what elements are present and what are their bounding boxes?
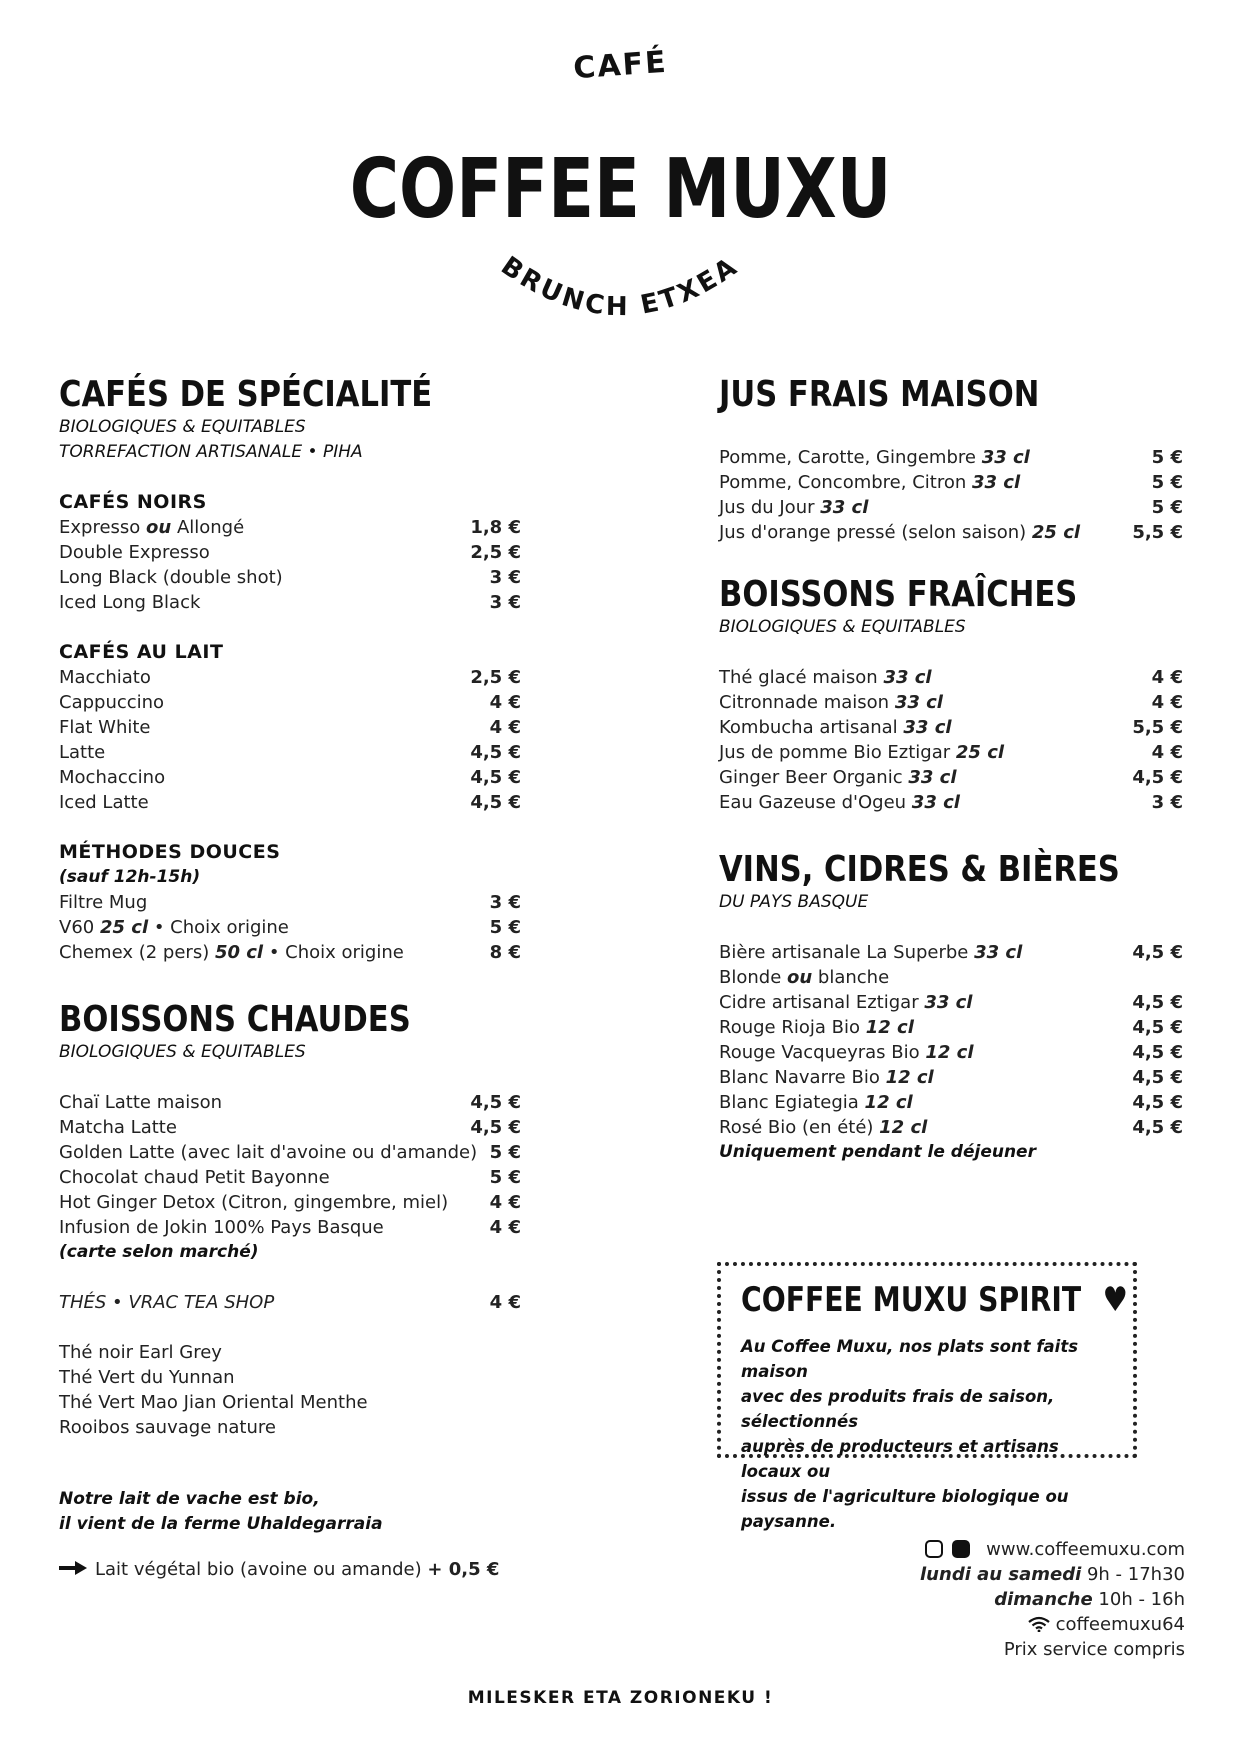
douces-note: (sauf 12h-15h)	[59, 867, 201, 887]
menu-item-price: 4 €	[1151, 742, 1183, 763]
menu-item-price: 5 €	[489, 1142, 521, 1163]
menu-item	[59, 915, 521, 940]
menu-item-price: 5 €	[1151, 447, 1183, 468]
logo-arc-text: BRUNCH ETXEA	[495, 250, 745, 323]
chaudes-sub: BIOLOGIQUES & EQUITABLES	[59, 1042, 306, 1062]
menu-item	[719, 1115, 1183, 1140]
menu-item-name: Long Black (double shot)	[59, 567, 283, 588]
thes-label: THÉS • VRAC TEA SHOP	[59, 1292, 275, 1313]
menu-item	[59, 715, 521, 740]
section-title-specialty: CAFÉS DE SPÉCIALITÉ	[59, 374, 433, 415]
menu-item-name: Mochaccino	[59, 767, 166, 788]
list-douces	[59, 890, 521, 965]
menu-item-name: Citronnade maison 33 cl	[719, 692, 943, 713]
menu-item-price: 4 €	[489, 692, 521, 713]
menu-item-price: 4,5 €	[1132, 1117, 1183, 1138]
menu-item	[719, 1065, 1183, 1090]
menu-item	[719, 1040, 1183, 1065]
section-title-vins: VINS, CIDRES & BIÈRES	[719, 849, 1120, 890]
menu-item-name: Cappuccino	[59, 692, 165, 713]
menu-item-price: 3 €	[1151, 792, 1183, 813]
menu-item-name: Kombucha artisanal 33 cl	[719, 717, 952, 738]
menu-item	[719, 1015, 1183, 1040]
menu-item	[59, 1115, 521, 1140]
menu-item-name: Jus du Jour 33 cl	[719, 497, 869, 518]
menu-item-price: 3 €	[489, 892, 521, 913]
vins-sub: DU PAYS BASQUE	[719, 892, 869, 912]
menu-item-name: Pomme, Carotte, Gingembre 33 cl	[719, 447, 1030, 468]
menu-item-name: Infusion de Jokin 100% Pays Basque	[59, 1217, 384, 1238]
menu-item-price: 1,8 €	[470, 517, 521, 538]
hours-2: 10h - 16h	[1092, 1589, 1185, 1610]
menu-item-price: 5 €	[1151, 472, 1183, 493]
list-item: Thé Vert Mao Jian Oriental Menthe	[59, 1392, 368, 1413]
menu-item-price: 4,5 €	[470, 1092, 521, 1113]
menu-item-name: Pomme, Concombre, Citron 33 cl	[719, 472, 1021, 493]
menu-item-price: 5,5 €	[1132, 522, 1183, 543]
days-1: lundi au samedi	[920, 1564, 1082, 1585]
svg-text:BRUNCH ETXEA	[495, 251, 744, 322]
subsection-title-lait: CAFÉS AU LAIT	[59, 641, 224, 663]
right-column-vins	[719, 850, 1183, 1165]
vegetal-price: + 0,5 €	[427, 1559, 500, 1580]
menu-item-name: Blanc Egiategia 12 cl	[719, 1092, 913, 1113]
menu-item	[719, 445, 1183, 470]
menu-item-price: 8 €	[489, 942, 521, 963]
vegetal-label: Lait végétal bio (avoine ou amande)	[95, 1559, 428, 1580]
thes-row	[59, 1290, 521, 1315]
menu-item-price: 5 €	[489, 1167, 521, 1188]
menu-item-price: 4 €	[1151, 692, 1183, 713]
menu-item-name: Thé glacé maison 33 cl	[719, 667, 932, 688]
spirit-box	[717, 1262, 1137, 1531]
section-title-jus: JUS FRAIS MAISON	[719, 374, 1040, 415]
menu-item-name: Blonde ou blanche	[719, 967, 890, 988]
menu-item	[59, 740, 521, 765]
menu-item-name: Latte	[59, 742, 106, 763]
menu-item	[719, 715, 1183, 740]
menu-item-price: 5 €	[489, 917, 521, 938]
spirit-title	[741, 1278, 1128, 1322]
menu-item-name: Iced Latte	[59, 792, 149, 813]
menu-item-name: Blanc Navarre Bio 12 cl	[719, 1067, 934, 1088]
list-thes	[59, 1340, 521, 1440]
menu-item-name: Rosé Bio (en été) 12 cl	[719, 1117, 928, 1138]
menu-item-price: 4,5 €	[1132, 1042, 1183, 1063]
list-chaudes	[59, 1090, 521, 1240]
website-link[interactable]: www.coffeemuxu.com	[986, 1539, 1185, 1560]
info-block	[920, 1537, 1185, 1662]
menu-item-name: Eau Gazeuse d'Ogeu 33 cl	[719, 792, 960, 813]
hours-row-2	[920, 1587, 1185, 1612]
subsection-title-noirs: CAFÉS NOIRS	[59, 491, 207, 513]
menu-item	[719, 470, 1183, 495]
list-vins	[719, 940, 1183, 1140]
menu-item	[719, 520, 1183, 545]
menu-item-name: Golden Latte (avec lait d'avoine ou d'amande)	[59, 1142, 478, 1163]
menu-item	[719, 1090, 1183, 1115]
list-lait	[59, 665, 521, 815]
vegetal-row	[59, 1557, 521, 1582]
logo-cafe-label: CAFÉ	[572, 44, 669, 87]
menu-item	[59, 790, 521, 815]
menu-item-price: 4 €	[489, 717, 521, 738]
menu-item-price: 4 €	[489, 1192, 521, 1213]
menu-item-price: 4,5 €	[470, 767, 521, 788]
menu-item	[59, 1190, 521, 1215]
hours-row-1	[920, 1562, 1185, 1587]
service-note: Prix service compris	[1003, 1639, 1185, 1660]
menu-item	[59, 565, 521, 590]
menu-item-price: 5 €	[1151, 497, 1183, 518]
vins-note: Uniquement pendant le déjeuner	[719, 1142, 1036, 1162]
menu-item-name: Rouge Rioja Bio 12 cl	[719, 1017, 914, 1038]
menu-item-name: Chemex (2 pers) 50 cl • Choix origine	[59, 942, 404, 963]
list-item: avec des produits frais de saison, sélectionnés	[741, 1387, 1055, 1431]
list-item: Thé noir Earl Grey	[59, 1342, 222, 1363]
footer-thanks: MILESKER ETA ZORIONEKU !	[467, 1688, 774, 1708]
subsection-title-douces: MÉTHODES DOUCES	[59, 841, 281, 863]
thes-price: 4 €	[489, 1292, 521, 1313]
menu-item-name: Rouge Vacqueyras Bio 12 cl	[719, 1042, 974, 1063]
logo-title: COFFEE MUXU	[349, 142, 892, 237]
section-title-fraiches: BOISSONS FRAÎCHES	[719, 574, 1078, 615]
heart-icon: ♥	[1102, 1280, 1128, 1320]
menu-item-name: Jus d'orange pressé (selon saison) 25 cl	[719, 522, 1081, 543]
website-row	[920, 1537, 1185, 1562]
menu-item-price: 4,5 €	[470, 792, 521, 813]
menu-item	[59, 1165, 521, 1190]
menu-item-name: Ginger Beer Organic 33 cl	[719, 767, 957, 788]
list-item: Au Coffee Muxu, nos plats sont faits maison	[741, 1337, 1079, 1381]
milk-note-1: Notre lait de vache est bio,	[59, 1489, 320, 1509]
menu-item-price: 4 €	[489, 1217, 521, 1238]
menu-item	[59, 1215, 521, 1240]
menu-item	[59, 665, 521, 690]
menu-item-name: Cidre artisanal Eztigar 33 cl	[719, 992, 973, 1013]
instagram-icon[interactable]	[925, 1540, 943, 1558]
wifi-name: coffeemuxu64	[1055, 1614, 1185, 1635]
right-column-fraiches	[719, 575, 1183, 815]
menu-item-name: Hot Ginger Detox (Citron, gingembre, miel)	[59, 1192, 449, 1213]
menu-item-name: Filtre Mug	[59, 892, 148, 913]
menu-item-price: 4,5 €	[1132, 767, 1183, 788]
list-noirs	[59, 515, 521, 615]
menu-item-name: Iced Long Black	[59, 592, 201, 613]
menu-item-price: 4,5 €	[1132, 1067, 1183, 1088]
menu-item	[59, 940, 521, 965]
menu-item-price: 4,5 €	[470, 742, 521, 763]
menu-item	[59, 1140, 521, 1165]
wifi-icon	[1028, 1614, 1056, 1635]
fraiches-sub: BIOLOGIQUES & EQUITABLES	[719, 617, 966, 637]
menu-item	[59, 765, 521, 790]
menu-item-name: Expresso ou Allongé	[59, 517, 245, 538]
menu-item-price: 3 €	[489, 592, 521, 613]
menu-item	[59, 540, 521, 565]
menu-item-price: 5,5 €	[1132, 717, 1183, 738]
left-column	[59, 375, 521, 965]
section-title-chaudes: BOISSONS CHAUDES	[59, 999, 411, 1040]
arrow-right-icon	[59, 1557, 87, 1582]
specialty-sub1: BIOLOGIQUES & EQUITABLES	[59, 417, 306, 437]
right-column	[719, 375, 1183, 545]
facebook-icon[interactable]	[952, 1540, 970, 1558]
menu-item-price: 4,5 €	[1132, 1017, 1183, 1038]
list-jus	[719, 445, 1183, 545]
wifi-row	[920, 1612, 1185, 1637]
menu-item-name: Matcha Latte	[59, 1117, 177, 1138]
spirit-text	[741, 1334, 1113, 1534]
menu-item	[719, 990, 1183, 1015]
menu-item	[719, 790, 1183, 815]
menu-item	[719, 665, 1183, 690]
menu-item-name: Jus de pomme Bio Eztigar 25 cl	[719, 742, 1005, 763]
menu-item-price: 2,5 €	[470, 667, 521, 688]
menu-item-price: 4,5 €	[1132, 942, 1183, 963]
chaudes-note: (carte selon marché)	[59, 1242, 259, 1262]
menu-item	[719, 740, 1183, 765]
menu-item	[59, 890, 521, 915]
menu-item-price: 4,5 €	[1132, 1092, 1183, 1113]
list-item: issus de l'agriculture biologique ou paysanne.	[741, 1487, 1069, 1531]
menu-item-name: Bière artisanale La Superbe 33 cl	[719, 942, 1023, 963]
spirit-title-text: COFFEE MUXU SPIRIT	[741, 1280, 1082, 1320]
menu-item-price: 4 €	[1151, 667, 1183, 688]
menu-item-name: Double Expresso	[59, 542, 210, 563]
menu-item	[59, 590, 521, 615]
list-item: auprès de producteurs et artisans locaux ou	[741, 1437, 1059, 1481]
menu-item	[59, 1090, 521, 1115]
logo-arc	[480, 250, 760, 360]
menu-item-price: 4,5 €	[470, 1117, 521, 1138]
menu-item	[719, 765, 1183, 790]
list-item: Thé Vert du Yunnan	[59, 1367, 235, 1388]
specialty-sub2: TORREFACTION ARTISANALE • PIHA	[59, 442, 363, 462]
menu-item	[59, 515, 521, 540]
menu-item	[719, 965, 1183, 990]
days-2: dimanche	[994, 1589, 1093, 1610]
menu-item	[719, 690, 1183, 715]
milk-note-2: il vient de la ferme Uhaldegarraia	[59, 1514, 383, 1534]
left-column-lower	[59, 1000, 521, 1582]
menu-item-name: Chaï Latte maison	[59, 1092, 223, 1113]
menu-item-name: V60 25 cl • Choix origine	[59, 917, 289, 938]
menu-item-price: 4,5 €	[1132, 992, 1183, 1013]
list-fraiches	[719, 665, 1183, 815]
menu-item-name: Flat White	[59, 717, 151, 738]
menu-item	[59, 690, 521, 715]
menu-item-name: Macchiato	[59, 667, 151, 688]
menu-item-price: 2,5 €	[470, 542, 521, 563]
menu-item	[719, 940, 1183, 965]
menu-item	[719, 495, 1183, 520]
menu-item-name: Chocolat chaud Petit Bayonne	[59, 1167, 330, 1188]
hours-1: 9h - 17h30	[1081, 1564, 1185, 1585]
menu-item-price: 3 €	[489, 567, 521, 588]
list-item: Rooibos sauvage nature	[59, 1417, 276, 1438]
